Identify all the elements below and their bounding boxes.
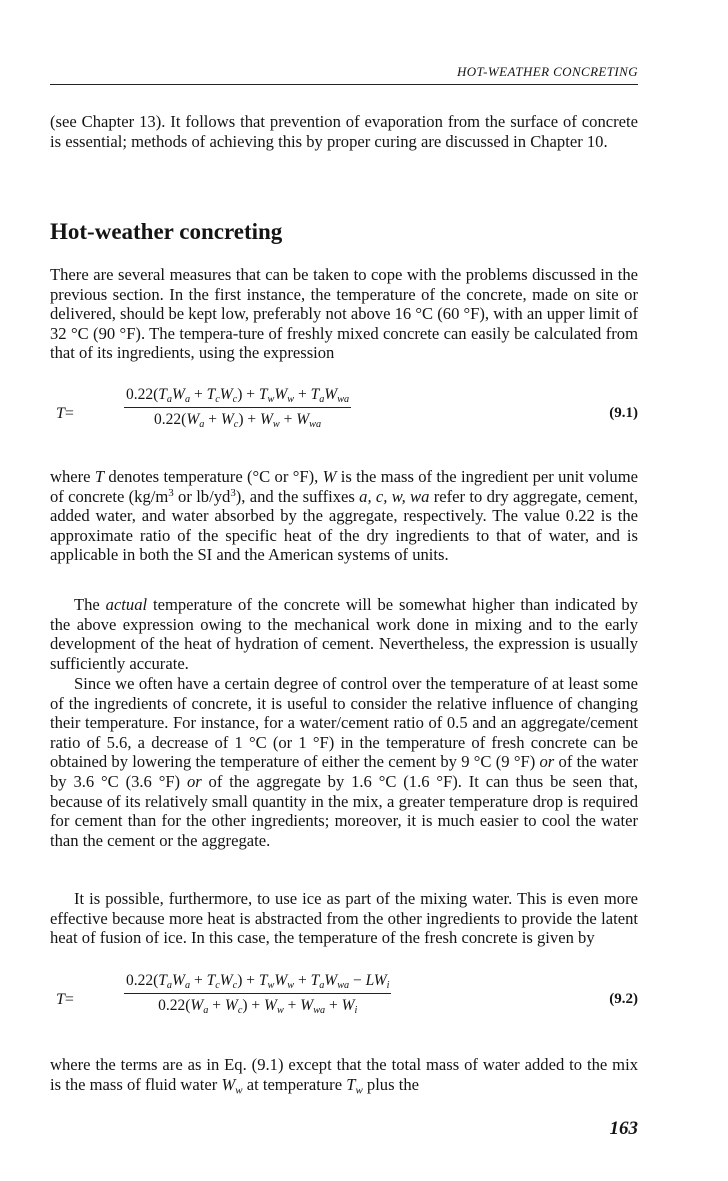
paragraph-temperature-control: Since we often have a certain degree of control over the temperature of at least some of the ingredients of concrete, it is useful to consider the relative influence of changing their temperature. For instance, for a water/cement ratio of 0.5 and an aggregate/cement ratio of 5.6, a decrease of 1 °C (or 1 °F) in the temperature of fresh concrete can be obtained by lowering the temperature of either the cement by 9 °C (9 °F) or of the water by 3.6 °C (3.6 °F) or of the aggregate by 1.6 °C (1.6 °F). It can thus be seen that, because of its relatively small quantity in the mix, a greater temperature drop is required for cement than for the other ingredients; moreover, it is much easier to cool the water than the cement or the aggregate. (50, 674, 639, 850)
paragraph-measures: There are several measures that can be taken to cope with the problems discussed in the previous section. In the first instance, the temperature of the concrete, made on site or delivered, should be kept low, preferably not above 16 °C (60 °F), with an upper limit of 32 °C (90 °F). The tempera-ture of freshly mixed concrete can easily be calculated from that of its ingredients, using the expression (50, 265, 638, 363)
paragraph-fluid-water: where the terms are as in Eq. (9.1) except that the total mass of water added to the mix is the mass of fluid water $W_w$ at temperature $T_w$ plus the (50, 1055, 638, 1096)
equation-9-1 (56, 386, 638, 446)
equation-lhs: T= (56, 405, 74, 422)
equation-denominator: $0.22(W_a + W_c) + W_w + W_{wa}$ (124, 407, 351, 429)
equation-number: (9.1) (609, 405, 638, 421)
equation-numerator: $0.22(T_aW_a + T_cW_c) + T_wW_w + T_aW_{wa}$ (126, 386, 350, 406)
equation-9-2 (56, 972, 638, 1032)
equation-lhs: T= (56, 991, 74, 1008)
equation-denominator: $0.22(W_a + W_c) + W_w + W_{wa} + W_i$ (124, 993, 391, 1015)
intro-paragraph: (see Chapter 13). It follows that prevention of evaporation from the surface of concrete is essential; methods of achieving this by proper curing are discussed in Chapter 10. (50, 112, 638, 151)
equation-fraction (124, 386, 351, 429)
section-heading: Hot-weather concreting (50, 219, 283, 244)
equation-fraction (124, 972, 391, 1015)
page-number: 163 (609, 1118, 638, 1139)
equation-numerator: $0.22(T_aW_a + T_cW_c) + T_wW_w + T_aW_{wa} - LW_i$ (126, 972, 390, 992)
paragraph-actual-temperature: The actual temperature of the concrete will be somewhat higher than indicated by the above expression owing to the mechanical work done in mixing and to the early development of the heat of hydration of cement. Nevertheless, the expression is usually sufficiently accurate. (50, 595, 638, 673)
running-head: HOT-WEATHER CONCRETING (50, 64, 638, 85)
paragraph-ice: It is possible, furthermore, to use ice as part of the mixing water. This is even more effective because more heat is abstracted from the other ingredients to provide the latent heat of fusion of ice. In this case, the temperature of the fresh concrete is given by (50, 889, 638, 948)
equation-number: (9.2) (609, 991, 638, 1007)
paragraph-definitions: where T denotes temperature (°C or °F), W is the mass of the ingredient per unit volume of concrete ($kg/m^3$ or $lb/yd^3$), and the suffixes a, c, w, wa refer to dry aggregate, cement, added water, and water absorbed by the aggregate, respectively. The value 0.22 is the approximate ratio of the specific heat of the dry ingredients to that of water, and is applicable in both the SI and the American systems of units. (50, 467, 639, 565)
